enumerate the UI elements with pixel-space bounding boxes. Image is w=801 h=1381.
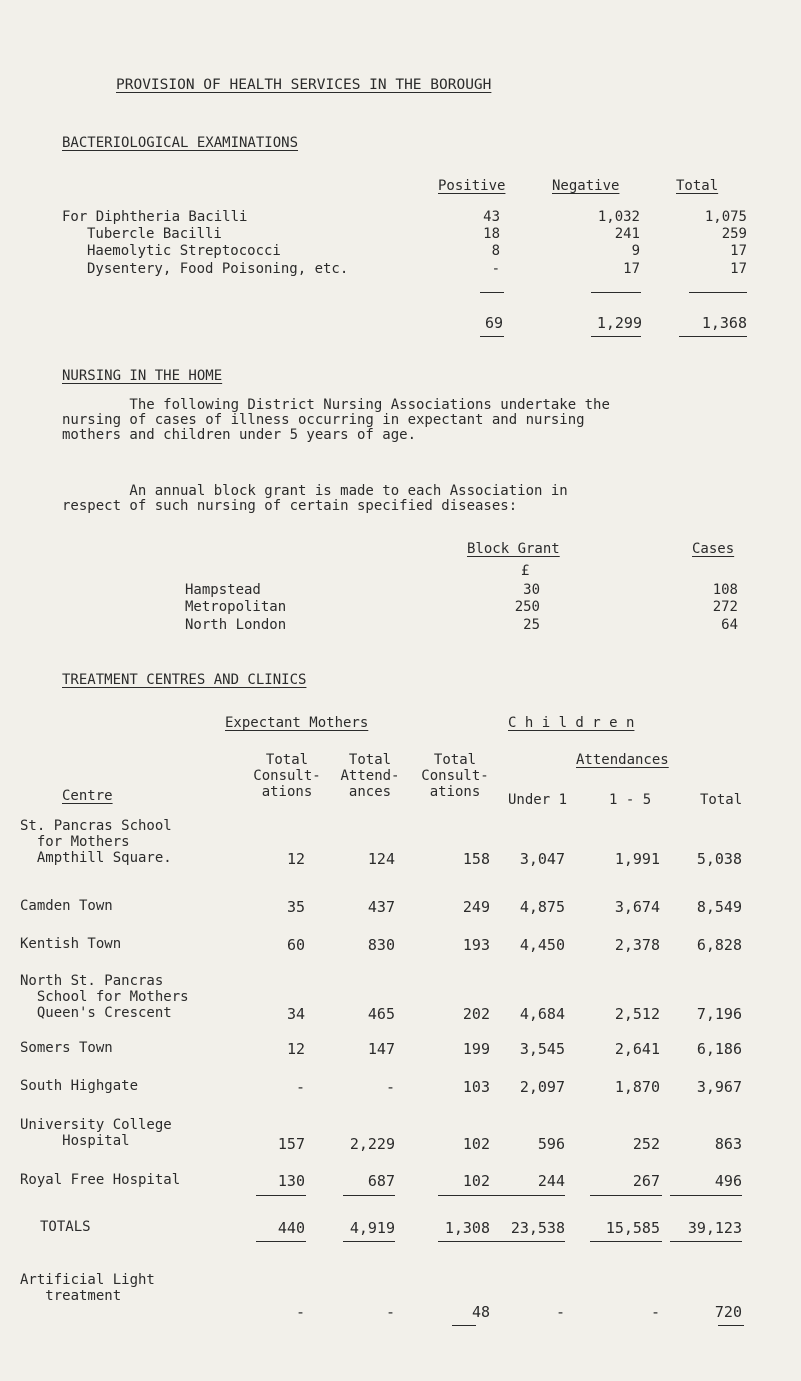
treatment-row-centre: Camden Town	[20, 898, 113, 914]
bact-row-total: 17	[730, 261, 747, 277]
nursing-row-label: Hampstead	[185, 582, 261, 598]
treatment-row-total: 7,196	[696, 1005, 742, 1023]
treatment-row-attend: 124	[367, 850, 395, 868]
treatment-row-one-five: 1,991	[614, 850, 660, 868]
group-expectant-mothers: Expectant Mothers	[225, 715, 369, 731]
bact-row-total: 1,075	[704, 209, 747, 225]
table-rule	[493, 1241, 565, 1242]
treatment-row-total: 3,967	[696, 1078, 742, 1096]
treatment-row-one-five: 2,512	[614, 1005, 660, 1023]
col-under-1: Under 1	[508, 792, 568, 808]
col-negative: Negative	[552, 178, 620, 194]
treatment-row-under1: 2,097	[519, 1078, 565, 1096]
treatment-row-consult: 12	[286, 1040, 305, 1058]
table-rule	[670, 1195, 742, 1196]
treatment-total-under1: 23,538	[510, 1219, 565, 1237]
treatment-row-under1: 244	[537, 1172, 565, 1190]
bact-row-negative: 241	[614, 226, 640, 242]
treatment-row-centre: Royal Free Hospital	[20, 1172, 181, 1188]
treatment-row-under1: 3,545	[519, 1040, 565, 1058]
nursing-row-label: Metropolitan	[185, 599, 287, 615]
group-attendances: Attendances	[576, 752, 669, 768]
bact-row-label: Dysentery, Food Poisoning, etc.	[87, 261, 349, 277]
treatment-row-centre: North St. Pancras School for Mothers Queen's Crescent	[20, 973, 189, 1021]
table-rule	[590, 1241, 662, 1242]
col-total-consultations: Total Consult- ations	[253, 752, 321, 800]
treatment-total-child-consult: 1,308	[444, 1219, 490, 1237]
treatment-row-one-five: 252	[632, 1135, 660, 1153]
treatment-row-attend: 465	[367, 1005, 395, 1023]
treatment-row-total: 5,038	[696, 850, 742, 868]
col-block-grant: Block Grant	[467, 541, 560, 557]
col-1-to-5: 1 - 5	[609, 792, 652, 808]
treatment-total-consult: 440	[277, 1219, 305, 1237]
nursing-row-grant: 30	[523, 582, 540, 598]
treatment-total-attend: 4,919	[349, 1219, 395, 1237]
table-rule	[438, 1195, 493, 1196]
bact-row-negative: 1,032	[597, 209, 640, 225]
treatment-row-attend: 147	[367, 1040, 395, 1058]
nursing-row-cases: 272	[712, 599, 738, 615]
treatment-row-consult: 130	[277, 1172, 305, 1190]
bacteriological-heading: BACTERIOLOGICAL EXAMINATIONS	[62, 135, 299, 151]
artificial-light-attend: -	[385, 1303, 395, 1321]
artificial-light-label: Artificial Light treatment	[20, 1272, 155, 1304]
treatment-row-centre: Somers Town	[20, 1040, 113, 1056]
table-rule	[256, 1195, 306, 1196]
treatment-heading: TREATMENT CENTRES AND CLINICS	[62, 672, 307, 688]
table-rule	[718, 1325, 744, 1326]
table-rule	[493, 1195, 565, 1196]
bact-total-negative: 1,299	[596, 314, 642, 332]
treatment-row-attend: 830	[367, 936, 395, 954]
treatment-row-attend: 2,229	[349, 1135, 395, 1153]
treatment-row-one-five: 267	[632, 1172, 660, 1190]
bact-row-positive: -	[491, 261, 500, 277]
table-rule	[343, 1241, 395, 1242]
treatment-row-consult: -	[295, 1078, 305, 1096]
col-total: Total	[676, 178, 719, 194]
treatment-row-total: 6,828	[696, 936, 742, 954]
treatment-row-child-consult: 249	[462, 898, 490, 916]
treatment-row-child-consult: 102	[462, 1172, 490, 1190]
treatment-row-centre: Kentish Town	[20, 936, 122, 952]
col-cases: Cases	[692, 541, 735, 557]
bact-row-positive: 18	[483, 226, 500, 242]
bact-row-total: 259	[721, 226, 747, 242]
treatment-row-one-five: 2,378	[614, 936, 660, 954]
treatment-row-attend: -	[385, 1078, 395, 1096]
page-title: PROVISION OF HEALTH SERVICES IN THE BOROUGH	[116, 77, 492, 93]
treatment-row-child-consult: 102	[462, 1135, 490, 1153]
table-rule	[452, 1325, 476, 1326]
bact-row-negative: 9	[631, 243, 640, 259]
nursing-row-grant: 250	[514, 599, 540, 615]
bact-total-positive: 69	[484, 314, 503, 332]
table-rule	[590, 1195, 662, 1196]
bact-row-negative: 17	[623, 261, 640, 277]
table-rule	[438, 1241, 493, 1242]
col-total-attendances: Total Attend- ances	[340, 752, 400, 800]
treatment-row-total: 496	[714, 1172, 742, 1190]
table-rule	[670, 1241, 742, 1242]
bact-row-label: For Diphtheria Bacilli	[62, 209, 248, 225]
treatment-row-one-five: 3,674	[614, 898, 660, 916]
treatment-row-consult: 35	[286, 898, 305, 916]
artificial-light-under1: -	[555, 1303, 565, 1321]
treatment-row-under1: 4,450	[519, 936, 565, 954]
treatment-row-under1: 3,047	[519, 850, 565, 868]
bact-row-positive: 8	[491, 243, 500, 259]
col-positive: Positive	[438, 178, 506, 194]
treatment-row-attend: 437	[367, 898, 395, 916]
nursing-row-cases: 108	[712, 582, 738, 598]
treatment-row-under1: 4,684	[519, 1005, 565, 1023]
treatment-row-child-consult: 199	[462, 1040, 490, 1058]
artificial-light-child-consult: 48	[471, 1303, 490, 1321]
treatment-row-under1: 4,875	[519, 898, 565, 916]
treatment-row-centre: South Highgate	[20, 1078, 139, 1094]
treatment-row-total: 863	[714, 1135, 742, 1153]
col-child-consultations: Total Consult- ations	[421, 752, 489, 800]
bact-row-label: Tubercle Bacilli	[87, 226, 222, 242]
treatment-row-child-consult: 158	[462, 850, 490, 868]
treatment-row-child-consult: 193	[462, 936, 490, 954]
treatment-row-attend: 687	[367, 1172, 395, 1190]
artificial-light-total: 720	[714, 1303, 742, 1321]
table-rule	[343, 1195, 395, 1196]
nursing-paragraph-2: An annual block grant is made to each Association in respect of such nursing of certain specified diseases:	[62, 483, 568, 514]
treatment-row-total: 6,186	[696, 1040, 742, 1058]
col-total-attendances-children: Total	[700, 792, 743, 808]
nursing-row-grant: 25	[523, 617, 540, 633]
group-children: C h i l d r e n	[508, 715, 635, 731]
treatment-row-one-five: 1,870	[614, 1078, 660, 1096]
artificial-light-one-five: -	[650, 1303, 660, 1321]
nursing-row-cases: 64	[721, 617, 738, 633]
nursing-heading: NURSING IN THE HOME	[62, 368, 223, 384]
treatment-row-consult: 60	[286, 936, 305, 954]
treatment-row-consult: 157	[277, 1135, 305, 1153]
treatment-row-centre: St. Pancras School for Mothers Ampthill Square.	[20, 818, 172, 866]
treatment-total-one-five: 15,585	[605, 1219, 660, 1237]
treatment-row-under1: 596	[537, 1135, 565, 1153]
col-centre: Centre	[62, 788, 113, 804]
treatment-totals-label: TOTALS	[40, 1219, 91, 1235]
treatment-row-centre: University College Hospital	[20, 1117, 172, 1149]
artificial-light-consult: -	[295, 1303, 305, 1321]
treatment-row-child-consult: 202	[462, 1005, 490, 1023]
treatment-row-consult: 12	[286, 850, 305, 868]
nursing-row-label: North London	[185, 617, 287, 633]
treatment-row-one-five: 2,641	[614, 1040, 660, 1058]
bact-row-positive: 43	[483, 209, 500, 225]
bact-total-total: 1,368	[701, 314, 747, 332]
bact-row-label: Haemolytic Streptococci	[87, 243, 281, 259]
bact-row-total: 17	[730, 243, 747, 259]
treatment-row-child-consult: 103	[462, 1078, 490, 1096]
currency-symbol: £	[521, 563, 530, 579]
treatment-row-total: 8,549	[696, 898, 742, 916]
nursing-paragraph-1: The following District Nursing Associations undertake the nursing of cases of illness occurring in expectant and nursing mothers and children under 5 years of age.	[62, 397, 610, 443]
treatment-row-consult: 34	[286, 1005, 305, 1023]
treatment-total-total: 39,123	[687, 1219, 742, 1237]
table-rule	[256, 1241, 306, 1242]
